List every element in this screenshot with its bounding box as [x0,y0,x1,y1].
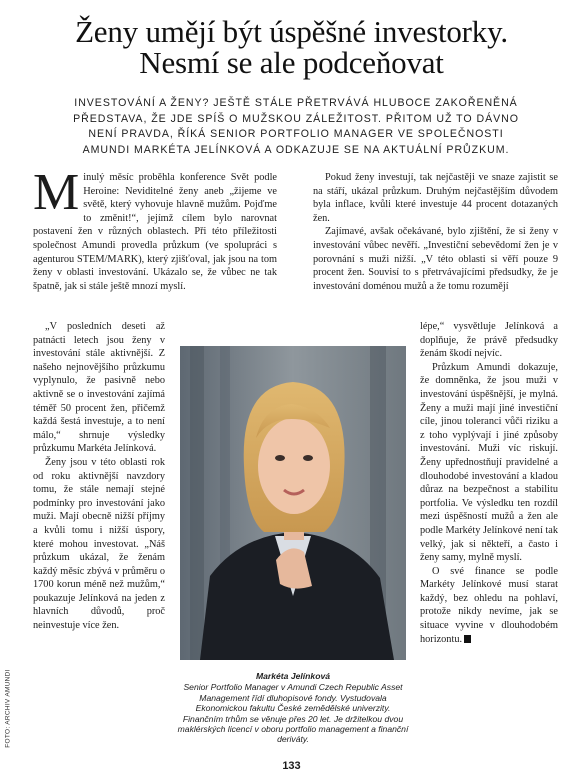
paragraph-quote-survey: „V posledních deseti až patnácti letech jsou ženy v investování stále aktivnější. Z našeho nejnovějšího průzkumu vyplynulo, že pasivně nebo aktivně se o investování zajímá téměř 50 procent žen, přičemž každá šestá investuje, a to není málo,“ shrnuje výsledky průzkumu Markéta Jelínková. [33,321,165,455]
article-title [0,16,583,78]
caption-name: Markéta Jelínková [255,671,331,681]
paragraph-differences: Průzkum Amundi dokazuje, že domněnka, že jsou muži v investování úspěšnější, je mylná. Ženy a muži mají jiné investiční cíle, jinou toleranci vůči riziku a z toho vyplývají i jiné způsoby investování. Muži víc riskují. Ženy upřednostňují pravidelné a dlouhodobé investování a kladou důraz na bezpečnost a stabilitu portfolia. Ve výsledku ten rozdíl mezi úspěšností mužů a žen ale podle Markéty Jelínkové není tak velký, jak si někteří, a často i ženy samy, mylně myslí. [420,361,558,564]
paragraph-conclusion: O své finance se podle Markéty Jelínkové musí starat každý, bez ohledu na pohlaví, protože nikdy nevíme, jak se situace vyvine v dlouhodobém horizontu. [420,565,558,645]
portrait-illustration [180,346,406,660]
paragraph-intro: inulý měsíc proběhla konference Svět podle Heroine: Neviditelné ženy aneb „žijeme ve světě, který vyhovuje hlavně mužům. Pojďme to změnit!“, jejímž cílem bylo narovnat postavení žen v různých oblastech. Při této příležitosti společnost Amundi provedla průzkum (ve spolupráci s agenturou STEM/MARK), který zjišťoval, jak jsou na tom ženy v oblasti investování. Ukázalo se, že vůbec ne tak špatně, jak si stále ještě mnozí myslí. [33,172,277,292]
column-1-top [33,164,277,293]
column-2-top [313,171,558,293]
portrait-photo [180,346,406,660]
column-2-bottom [420,320,558,646]
paragraph-prejudice: lépe,“ vysvětluje Jelínková a doplňuje, že právě předsudky ženám škodí nejvíc. [420,321,558,360]
column-1-bottom [33,320,165,633]
article-title-line-2: Nesmí se ale podceňovat [139,45,444,80]
article-title-line-1: Ženy umějí být úspěšné investorky. [75,14,508,49]
photo-caption [176,671,410,745]
paragraph-reasons: Pokud ženy investují, tak nejčastěji ve snaze zajistit se na stáří, ukázal průzkum. Druhým nejčastějším důvodem byla inflace, kvůli které investuje 44 procent dotazaných žen. [313,172,558,224]
caption-text: Senior Portfolio Manager v Amundi Czech Republic Asset Management řídí dluhopisové fondy. Vystudovala Ekonomickou fakultu České zemědělské univerzity. Finančním trhům se věnuje přes 20 let. Je držitelkou dvou maklérských licencí v oboru portfolio management a finanční deriváty. [177,682,409,745]
photo-credit: FOTO: ARCHIV AMUNDI [4,669,12,748]
drop-cap: M [33,164,80,221]
page-number: 133 [282,760,301,772]
paragraph-conditions: Ženy jsou v této oblasti rok od roku aktivnější navzdory tomu, že stále nemají stejné podmínky pro investování jako muži. Mají obecně nižší příjmy a kvůli tomu i nižší úspory, které mohou investovat. „Náš průzkum ukázal, že ženám každý měsíc zbývá v průměru o 1700 korun méně než mužům,“ poukazuje Jelínková na jeden z hlavních důvodů, proč neinvestuje více žen. [33,456,165,632]
end-of-article-square-icon [464,635,471,643]
article-lead: INVESTOVÁNÍ A ŽENY? JEŠTĚ STÁLE PŘETRVÁVÁ HLUBOCE ZAKOŘENĚNÁ PŘEDSTAVA, ŽE JDE SPÍŠ O MUŽSKOU ZÁLEŽITOST. PŘITOM UŽ TO DÁVNO NENÍ PRAVDA, ŘÍKÁ SENIOR PORTFOLIO MANAGER VE SPOLEČNOSTI AMUNDI MARKÉTA JELÍNKOVÁ A ODKAZUJE SE NA AKTUÁLNÍ PRŮZKUM. [73,97,519,156]
paragraph-confidence: Zajímavé, avšak očekávané, bylo zjištění, že si ženy v investování vůbec nevěří. „Investiční sebevědomí žen je v porovnání s muži nižší. „V této oblasti si věří pouze 9 procent žen. Souvisí to s přetrvávajícími předsudky, že je investování doménou mužů a že tomu rozumějí [313,226,558,292]
